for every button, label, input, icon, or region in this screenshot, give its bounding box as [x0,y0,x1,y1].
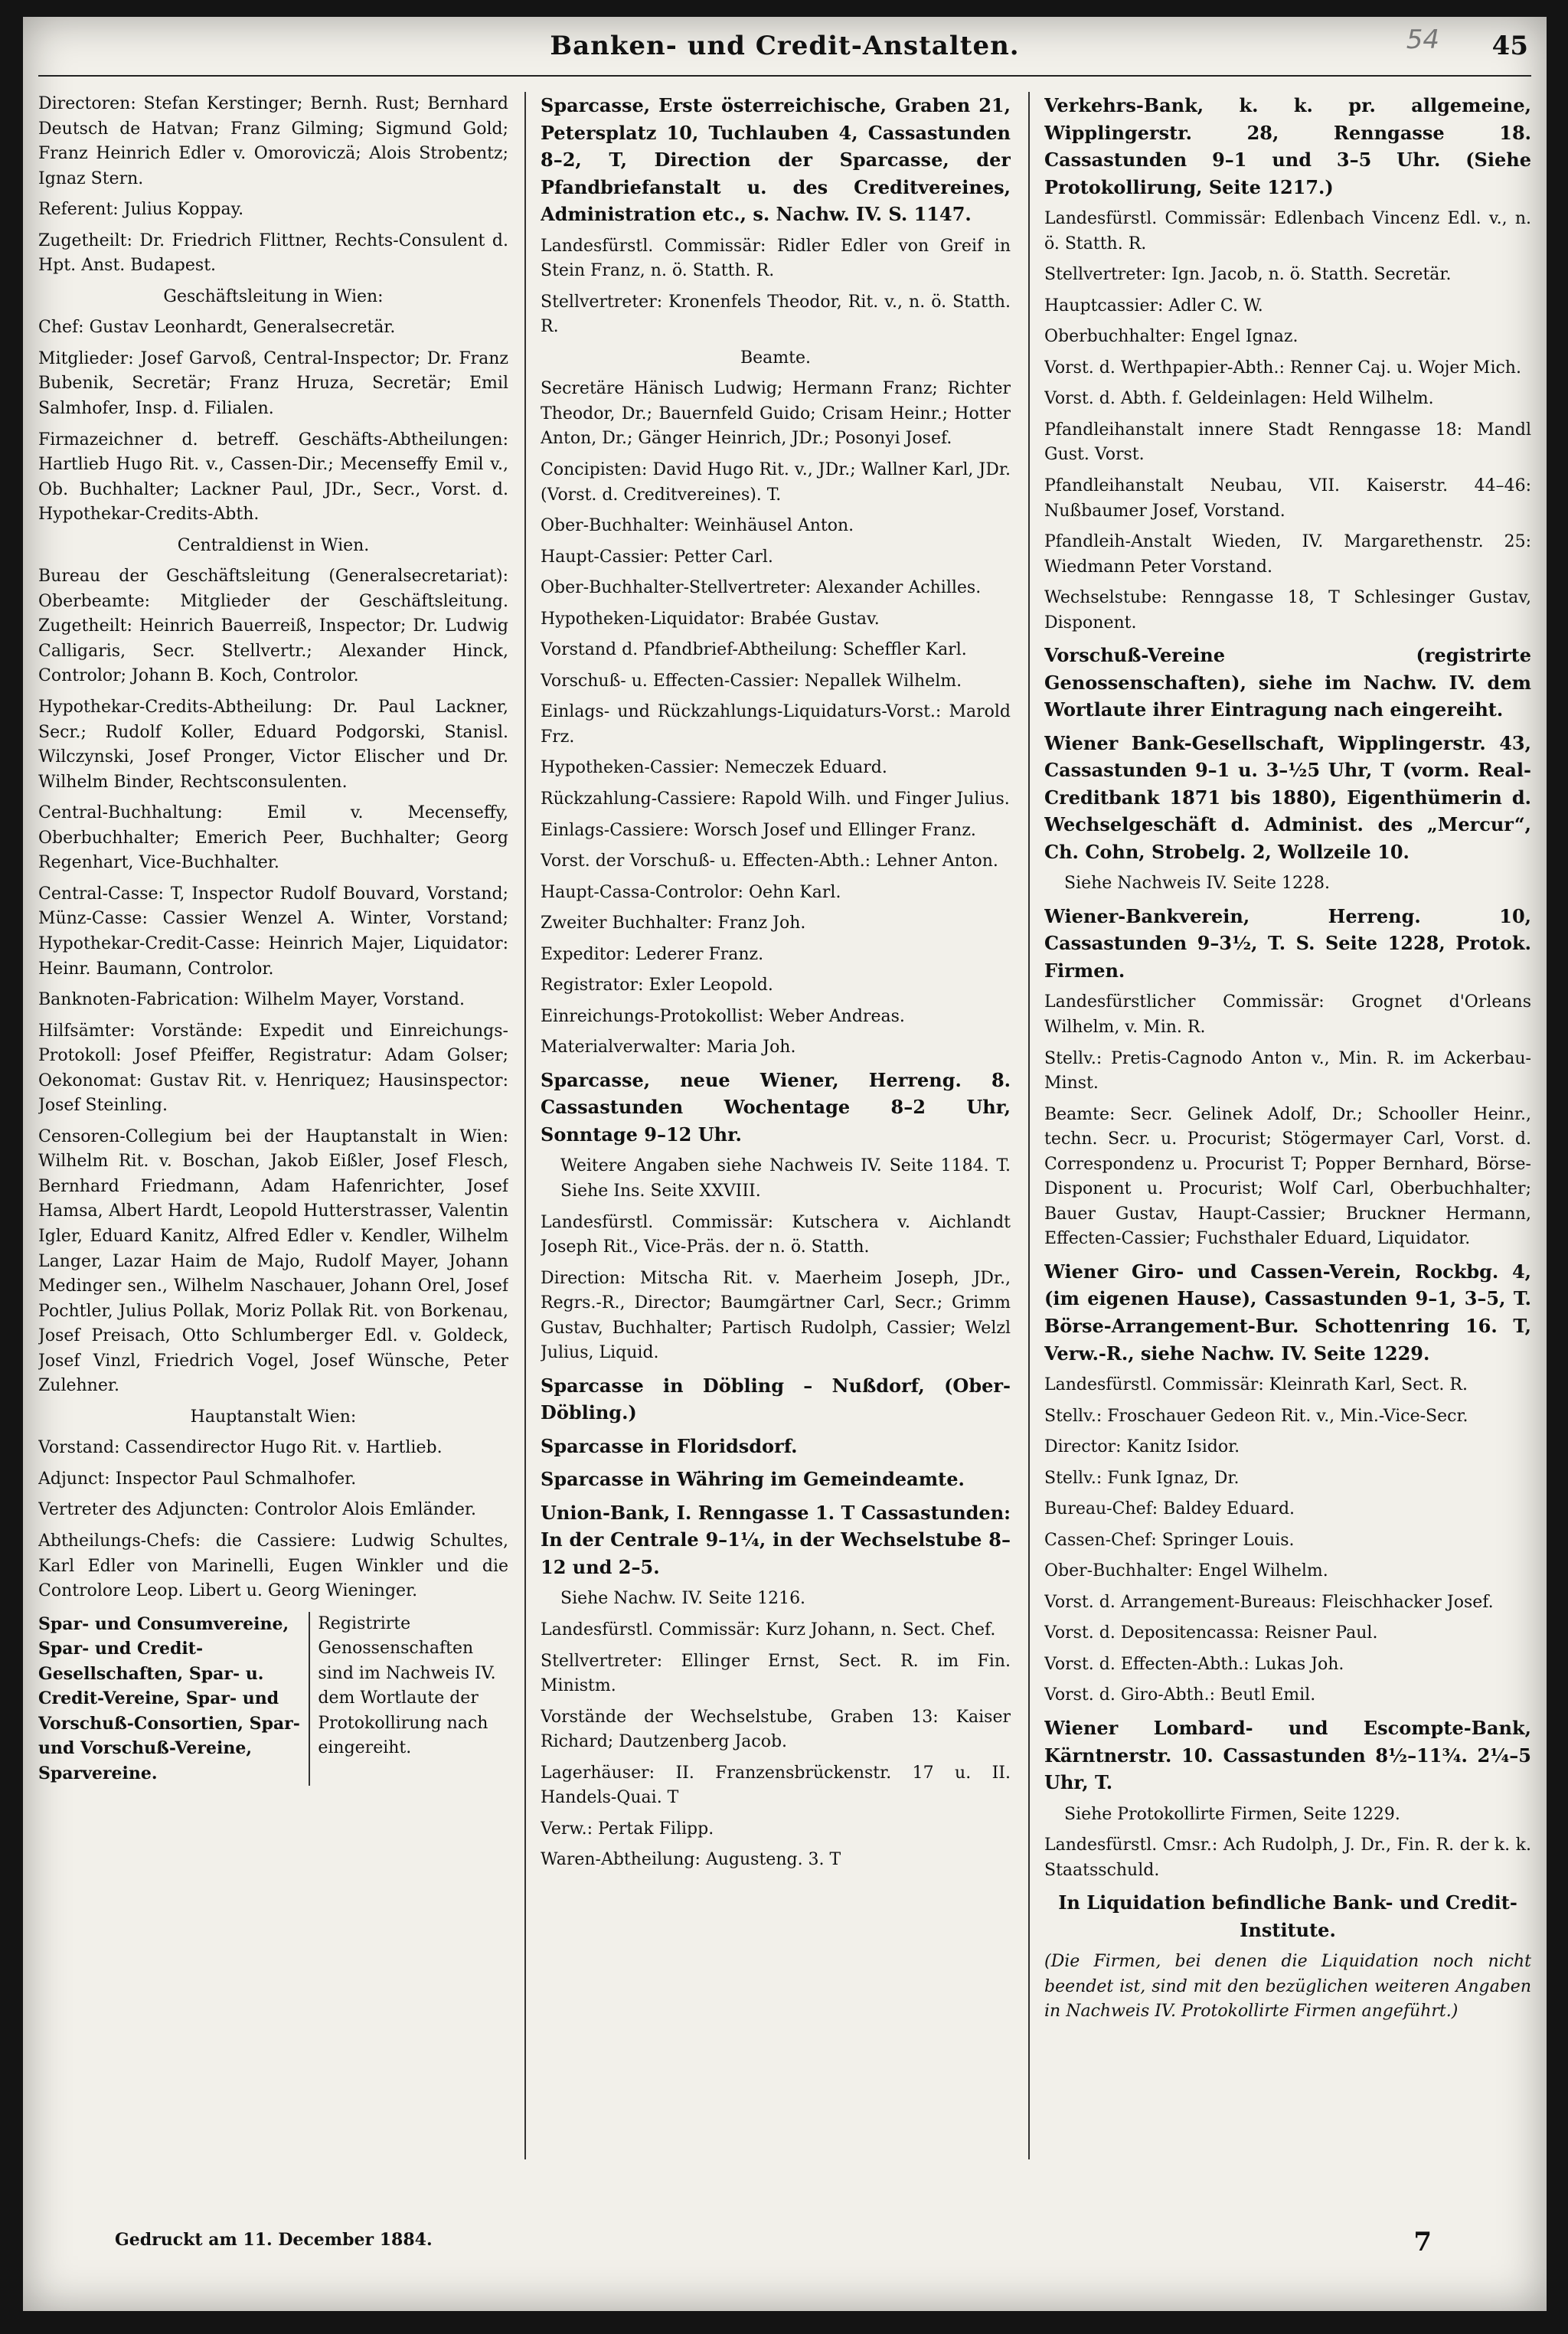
entry: Ober-Buchhalter-Stellvertreter: Alexander Achilles. [541,578,982,598]
note-right: Registrirte Genossenschaften sind im Nachweis IV. dem Wortlaute der Protokollirung nach eingereiht. [318,1613,496,1758]
entry: Cassen-Chef: Springer Louis. [1044,1530,1295,1550]
entry: Vorst. d. Abth. f. Geldeinlagen: Held Wilhelm. [1044,389,1434,409]
entry-firmazeichner: Firmazeichner d. betreff. Geschäfts-Abtheilungen: Hartlieb Hugo Rit. v., Cassen-Dir.; Mecenseffy Emil v., Ob. Buchhalter; Lackner Paul, JDr., Secr., Vorst. d. Hypothekar-Credits-Abth. [38,430,508,525]
entry: Wechselstube: Renngasse 18, T Schlesinger Gustav, Disponent. [1044,588,1531,633]
entry-chef: Chef: Gustav Leonhardt, Generalsecretär. [38,318,396,338]
entry-vertreter: Vertreter des Adjuncten: Controlor Alois Emländer. [38,1500,476,1520]
entry-heading: Vorschuß-Vereine (registrirte Genossenschaften), siehe im Nachw. IV. dem Wortlaute ihrer Eintragung nach eingereiht. [1044,644,1531,721]
section-heading: Geschäftsleitung in Wien: [163,286,384,306]
entry: Siehe Nachw. IV. Seite 1216. [560,1589,806,1609]
entry-vorstand: Vorstand: Cassendirector Hugo Rit. v. Hartlieb. [38,1438,443,1458]
entry: Hypotheken-Liquidator: Brabée Gustav. [541,609,880,629]
entry: Pfandleih-Anstalt Wieden, IV. Margarethenstr. 25: Wiedmann Peter Vorstand. [1044,532,1531,577]
entry: Hauptcassier: Adler C. W. [1044,296,1263,315]
column-divider [524,92,526,2159]
entry: Landesfürstl. Commissär: Kurz Johann, n. Sect. Chef. [541,1620,996,1639]
entry: Vorstände der Wechselstube, Graben 13: Kaiser Richard; Dautzenberg Jacob. [541,1707,1011,1752]
entry: Waren-Abtheilung: Augusteng. 3. T [541,1850,841,1870]
entry: Bureau-Chef: Baldey Eduard. [1044,1499,1295,1519]
entry: Pfandleihanstalt innere Stadt Renngasse 18: Mandl Gust. Vorst. [1044,420,1531,465]
entry: Ober-Buchhalter: Weinhäusel Anton. [541,516,854,536]
entry: Stellv.: Froschauer Gedeon Rit. v., Min.-Vice-Secr. [1044,1406,1468,1426]
signature-mark: 7 [1413,2227,1432,2257]
entry-directoren: Directoren: Stefan Kerstinger; Bernh. Rust; Bernhard Deutsch de Hatvan; Franz Gilming; Sigmund Gold; Franz Heinrich Edler v. Omoroviczä; Alois Strobentz; Ignaz Stern. [38,94,508,188]
entry: Haupt-Cassa-Controlor: Oehn Karl. [541,882,841,902]
entry: Vorst. d. Depositencassa: Reisner Paul. [1044,1623,1378,1643]
entry: Secretäre Hänisch Ludwig; Hermann Franz; Richter Theodor, Dr.; Bauernfeld Guido; Crisam Heinr.; Hotter Anton, Dr.; Gänger Heinrich, JDr.; Posonyi Josef. [541,379,1011,449]
entry-central-casse: Central-Casse: T, Inspector Rudolf Bouvard, Vorstand; Münz-Casse: Cassier Wenzel A. Winter, Vorstand; Hypothekar-Credit-Casse: Heinrich Majer, Liquidator: Heinr. Baumann, Controlor. [38,884,508,979]
entry-note: (Die Firmen, bei denen die Liquidation noch nicht beendet ist, sind mit den bezüglichen weiteren Angaben in Nachweis IV. Protokollirte Firmen angeführt.) [1044,1952,1531,2022]
entry-heading: In Liquidation befindliche Bank- und Credit-Institute. [1058,1891,1517,1941]
column-1 [38,92,508,2159]
entry-heading: Sparcasse, Erste österreichische, Graben 21, Petersplatz 10, Tuchlauben 4, Cassastunden 8–2, T, Direction der Sparcasse, der Pfandbriefanstalt u. des Creditvereines, Administration etc., s. Nachw. IV. S. 1147. [541,94,1011,226]
entry-heading: Verkehrs-Bank, k. k. pr. allgemeine, Wipplingerstr. 28, Renngasse 18. Cassastunden 9–1 und 3–5 Uhr. (Siehe Protokollirung, Seite 1217.) [1044,94,1531,198]
entry: Verw.: Pertak Filipp. [541,1819,714,1839]
entry: Oberbuchhalter: Engel Ignaz. [1044,327,1298,347]
entry: Landesfürstl. Cmsr.: Ach Rudolph, J. Dr., Fin. R. der k. k. Staatsschuld. [1044,1835,1531,1880]
entry: Rückzahlung-Cassiere: Rapold Wilh. und Finger Julius. [541,789,1010,809]
entry: Materialverwalter: Maria Joh. [541,1038,796,1057]
entry: Vorst. d. Effecten-Abth.: Lukas Joh. [1044,1654,1344,1674]
entry-referent: Referent: Julius Koppay. [38,200,244,220]
note-block [38,1612,508,1786]
section-heading: Beamte. [740,348,812,368]
header-divider [38,75,1531,77]
entry: Vorst. d. Arrangement-Bureaus: Fleischhacker Josef. [1044,1592,1494,1612]
entry: Landesfürstl. Commissär: Kutschera v. Aichlandt Joseph Rit., Vice-Präs. der n. ö. Statth. [541,1212,1011,1257]
entry: Expeditor: Lederer Franz. [541,944,764,964]
entry-banknoten: Banknoten-Fabrication: Wilhelm Mayer, Vorstand. [38,990,465,1010]
entry: Zweiter Buchhalter: Franz Joh. [541,914,806,933]
entry-heading: Sparcasse in Döbling – Nußdorf, (Ober-Döbling.) [541,1374,1011,1424]
document-sheet [23,17,1547,2311]
entry-central-buchhaltung: Central-Buchhaltung: Emil v. Mecenseffy, Oberbuchhalter; Emerich Peer, Buchhalter; Georg Regenhart, Vice-Buchhalter. [38,803,508,873]
entry-adjunct: Adjunct: Inspector Paul Schmalhofer. [38,1469,357,1489]
entry: Stellvertreter: Ellinger Ernst, Sect. R. im Fin. Ministm. [541,1651,1011,1696]
entry-heading: Wiener Bank-Gesellschaft, Wipplingerstr. 43, Cassastunden 9–1 u. 3–½5 Uhr, T (vorm. Real-Creditbank 1871 bis 1880), Eigenthümerin d. Wechselgeschäft d. Administ. des „Mercur“, Ch. Cohn, Strobelg. 2, Wollzeile 10. [1044,731,1531,863]
entry: Vorschuß- u. Effecten-Cassier: Nepallek Wilhelm. [541,671,962,691]
note-left: Spar- und Consumvereine, Spar- und Credit-Gesellschaften, Spar- u. Credit-Vereine, Spar- und Vorschuß-Consortien, Spar- und Vorschuß-Vereine, Sparvereine. [38,1612,310,1786]
entry: Einlags- und Rückzahlungs-Liquidaturs-Vorst.: Marold Frz. [541,702,1011,747]
print-date: Gedruckt am 11. December 1884. [115,2230,433,2250]
section-heading: Centraldienst in Wien. [177,535,370,555]
entry: Vorst. d. Werthpapier-Abth.: Renner Caj. u. Wojer Mich. [1044,358,1521,378]
entry: Registrator: Exler Leopold. [541,976,773,995]
entry-heading: Wiener Lombard- und Escompte-Bank, Kärntnerstr. 10. Cassastunden 8½–11¾. 2¼–5 Uhr, T. [1044,1717,1531,1794]
entry: Beamte: Secr. Gelinek Adolf, Dr.; Schooller Heinr., techn. Secr. u. Procurist; Stögermayer Carl, Vorst. d. Correspondenz u. Procurist T; Popper Bernhard, Börse-Disponent u. Procurist; Wolf Carl, Oberbuchhalter; Bauer Gustav, Haupt-Cassier; Bruckner Hermann, Effecten-Cassier; Fuchsthaler Eduard, Liquidator. [1044,1104,1531,1249]
entry-heading: Wiener Giro- und Cassen-Verein, Rockbg. 4, (im eigenen Hause), Cassastunden 9–1, 3–5, T. Börse-Arrangement-Bur. Schottenring 16. T, Verw.-R., siehe Nachw. IV. Seite 1229. [1044,1260,1531,1365]
entry: Director: Kanitz Isidor. [1044,1437,1240,1457]
entry-heading: Wiener-Bankverein, Herreng. 10, Cassastunden 9–3½, T. S. Seite 1228, Protok. Firmen. [1044,904,1531,982]
entry: Direction: Mitscha Rit. v. Maerheim Joseph, JDr., Regrs.-R., Director; Baumgärtner Carl, Secr.; Grimm Gustav, Buchhalter; Partisch Rudolph, Cassier; Welzl Julius, Liquid. [541,1268,1011,1363]
entry: Hypotheken-Cassier: Nemeczek Eduard. [541,758,887,778]
entry-heading: Sparcasse in Floridsdorf. [541,1434,798,1457]
entry-heading: Sparcasse in Währing im Gemeindeamte. [541,1468,965,1491]
entry: Pfandleihanstalt Neubau, VII. Kaiserstr. 44–46: Nußbaumer Josef, Vorstand. [1044,476,1531,521]
entry: Weitere Angaben siehe Nachweis IV. Seite 1184. T. Siehe Ins. Seite XXVIII. [560,1156,1011,1201]
entry: Vorst. der Vorschuß- u. Effecten-Abth.: Lehner Anton. [541,852,998,871]
entry: Landesfürstl. Commissär: Kleinrath Karl, Sect. R. [1044,1375,1468,1395]
entry-mitglieder: Mitglieder: Josef Garvoß, Central-Inspector; Dr. Franz Bubenik, Secretär; Franz Hruza, Secretär; Emil Salmhofer, Insp. d. Filialen. [38,348,508,419]
column-3 [1044,92,1531,2159]
entry: Vorst. d. Giro-Abth.: Beutl Emil. [1044,1685,1316,1705]
entry-hypothekar: Hypothekar-Credits-Abtheilung: Dr. Paul Lackner, Secr.; Rudolf Koller, Eduard Podgorski, Stanisl. Wilczynski, Josef Pronger, Victor Elischer und Dr. Wilhelm Binder, Rechtsconsulenten. [38,698,508,792]
column-divider [1028,92,1030,2159]
entry: Stellvertreter: Ign. Jacob, n. ö. Statth. Secretär. [1044,265,1452,285]
pencil-annotation: 54 [1406,25,1439,55]
entry: Einlags-Cassiere: Worsch Josef und Ellinger Franz. [541,820,976,840]
entry: Vorstand d. Pfandbrief-Abtheilung: Scheffler Karl. [541,640,967,660]
column-2 [541,92,1011,2159]
entry-abtheilungs-chefs: Abtheilungs-Chefs: die Cassiere: Ludwig Schultes, Karl Edler von Marinelli, Eugen Winkler und die Controlore Leop. Libert u. Georg Wieninger. [38,1531,508,1601]
entry: Lagerhäuser: II. Franzensbrückenstr. 17 u. II. Handels-Quai. T [541,1763,1011,1808]
entry: Einreichungs-Protokollist: Weber Andreas. [541,1006,905,1026]
entry-zugetheilt: Zugetheilt: Dr. Friedrich Flittner, Rechts-Consulent d. Hpt. Anst. Budapest. [38,230,508,276]
entry: Siehe Protokollirte Firmen, Seite 1229. [1064,1804,1400,1824]
entry: Stellv.: Funk Ignaz, Dr. [1044,1468,1240,1488]
section-heading: Hauptanstalt Wien: [190,1407,357,1427]
entry: Landesfürstl. Commissär: Ridler Edler von Greif in Stein Franz, n. ö. Statth. R. [541,236,1011,281]
entry: Landesfürstl. Commissär: Edlenbach Vincenz Edl. v., n. ö. Statth. R. [1044,209,1531,253]
entry-bureau: Bureau der Geschäftsleitung (Generalsecretariat): Oberbeamte: Mitglieder der Geschäftsleitung. Zugetheilt: Heinrich Bauerreiß, Inspector; Dr. Ludwig Calligaris, Secr. Stellvertr.; Alexander Hinck, Controlor; Johann B. Koch, Controlor. [38,567,508,686]
entry: Stellv.: Pretis-Cagnodo Anton v., Min. R. im Ackerbau-Minst. [1044,1048,1531,1093]
page-title: Banken- und Credit-Anstalten. [550,31,1020,61]
entry-hilfsaemter: Hilfsämter: Vorstände: Expedit und Einreichungs-Protokoll: Josef Pfeiffer, Registratur: Adam Golser; Oekonomat: Gustav Rit. v. Henriquez; Hausinspector: Josef Steinling. [38,1021,508,1116]
entry: Ober-Buchhalter: Engel Wilhelm. [1044,1561,1328,1581]
entry: Stellvertreter: Kronenfels Theodor, Rit. v., n. ö. Statth. R. [541,292,1011,337]
entry: Siehe Nachweis IV. Seite 1228. [1064,874,1331,894]
entry-heading: Union-Bank, I. Renngasse 1. T Cassastunden: In der Centrale 9–1¼, in der Wechselstube 8–12 und 2–5. [541,1501,1011,1578]
entry-censoren: Censoren-Collegium bei der Hauptanstalt in Wien: Wilhelm Rit. v. Boschan, Jakob Eißler, Josef Flesch, Bernhard Friedmann, Adam Hafenrichter, Josef Hamsa, Albert Hardt, Leopold Hutterstrasser, Valentin Igler, Eduard Kanitz, Alfred Edler v. Kendler, Wilhelm Langer, Lazar Haim de Majo, Rudolf Mayer, Johann Medinger sen., Wilhelm Naschauer, Johann Orel, Josef Pochtler, Julius Pollak, Moriz Pollak Rit. von Borkenau, Josef Preisach, Otto Schlumberger Edl. v. Goldeck, Josef Vinzl, Friedrich Vogel, Josef Wünsche, Peter Zulehner. [38,1126,508,1396]
entry: Landesfürstlicher Commissär: Grognet d'Orleans Wilhelm, v. Min. R. [1044,992,1531,1038]
entry: Haupt-Cassier: Petter Carl. [541,547,773,567]
entry-heading: Sparcasse, neue Wiener, Herreng. 8. Cassastunden Wochentage 8–2 Uhr, Sonntage 9–12 Uhr. [541,1068,1011,1146]
page-number: 45 [1491,31,1528,61]
entry: Concipisten: David Hugo Rit. v., JDr.; Wallner Karl, JDr. (Vorst. d. Creditvereines). T. [541,459,1011,505]
